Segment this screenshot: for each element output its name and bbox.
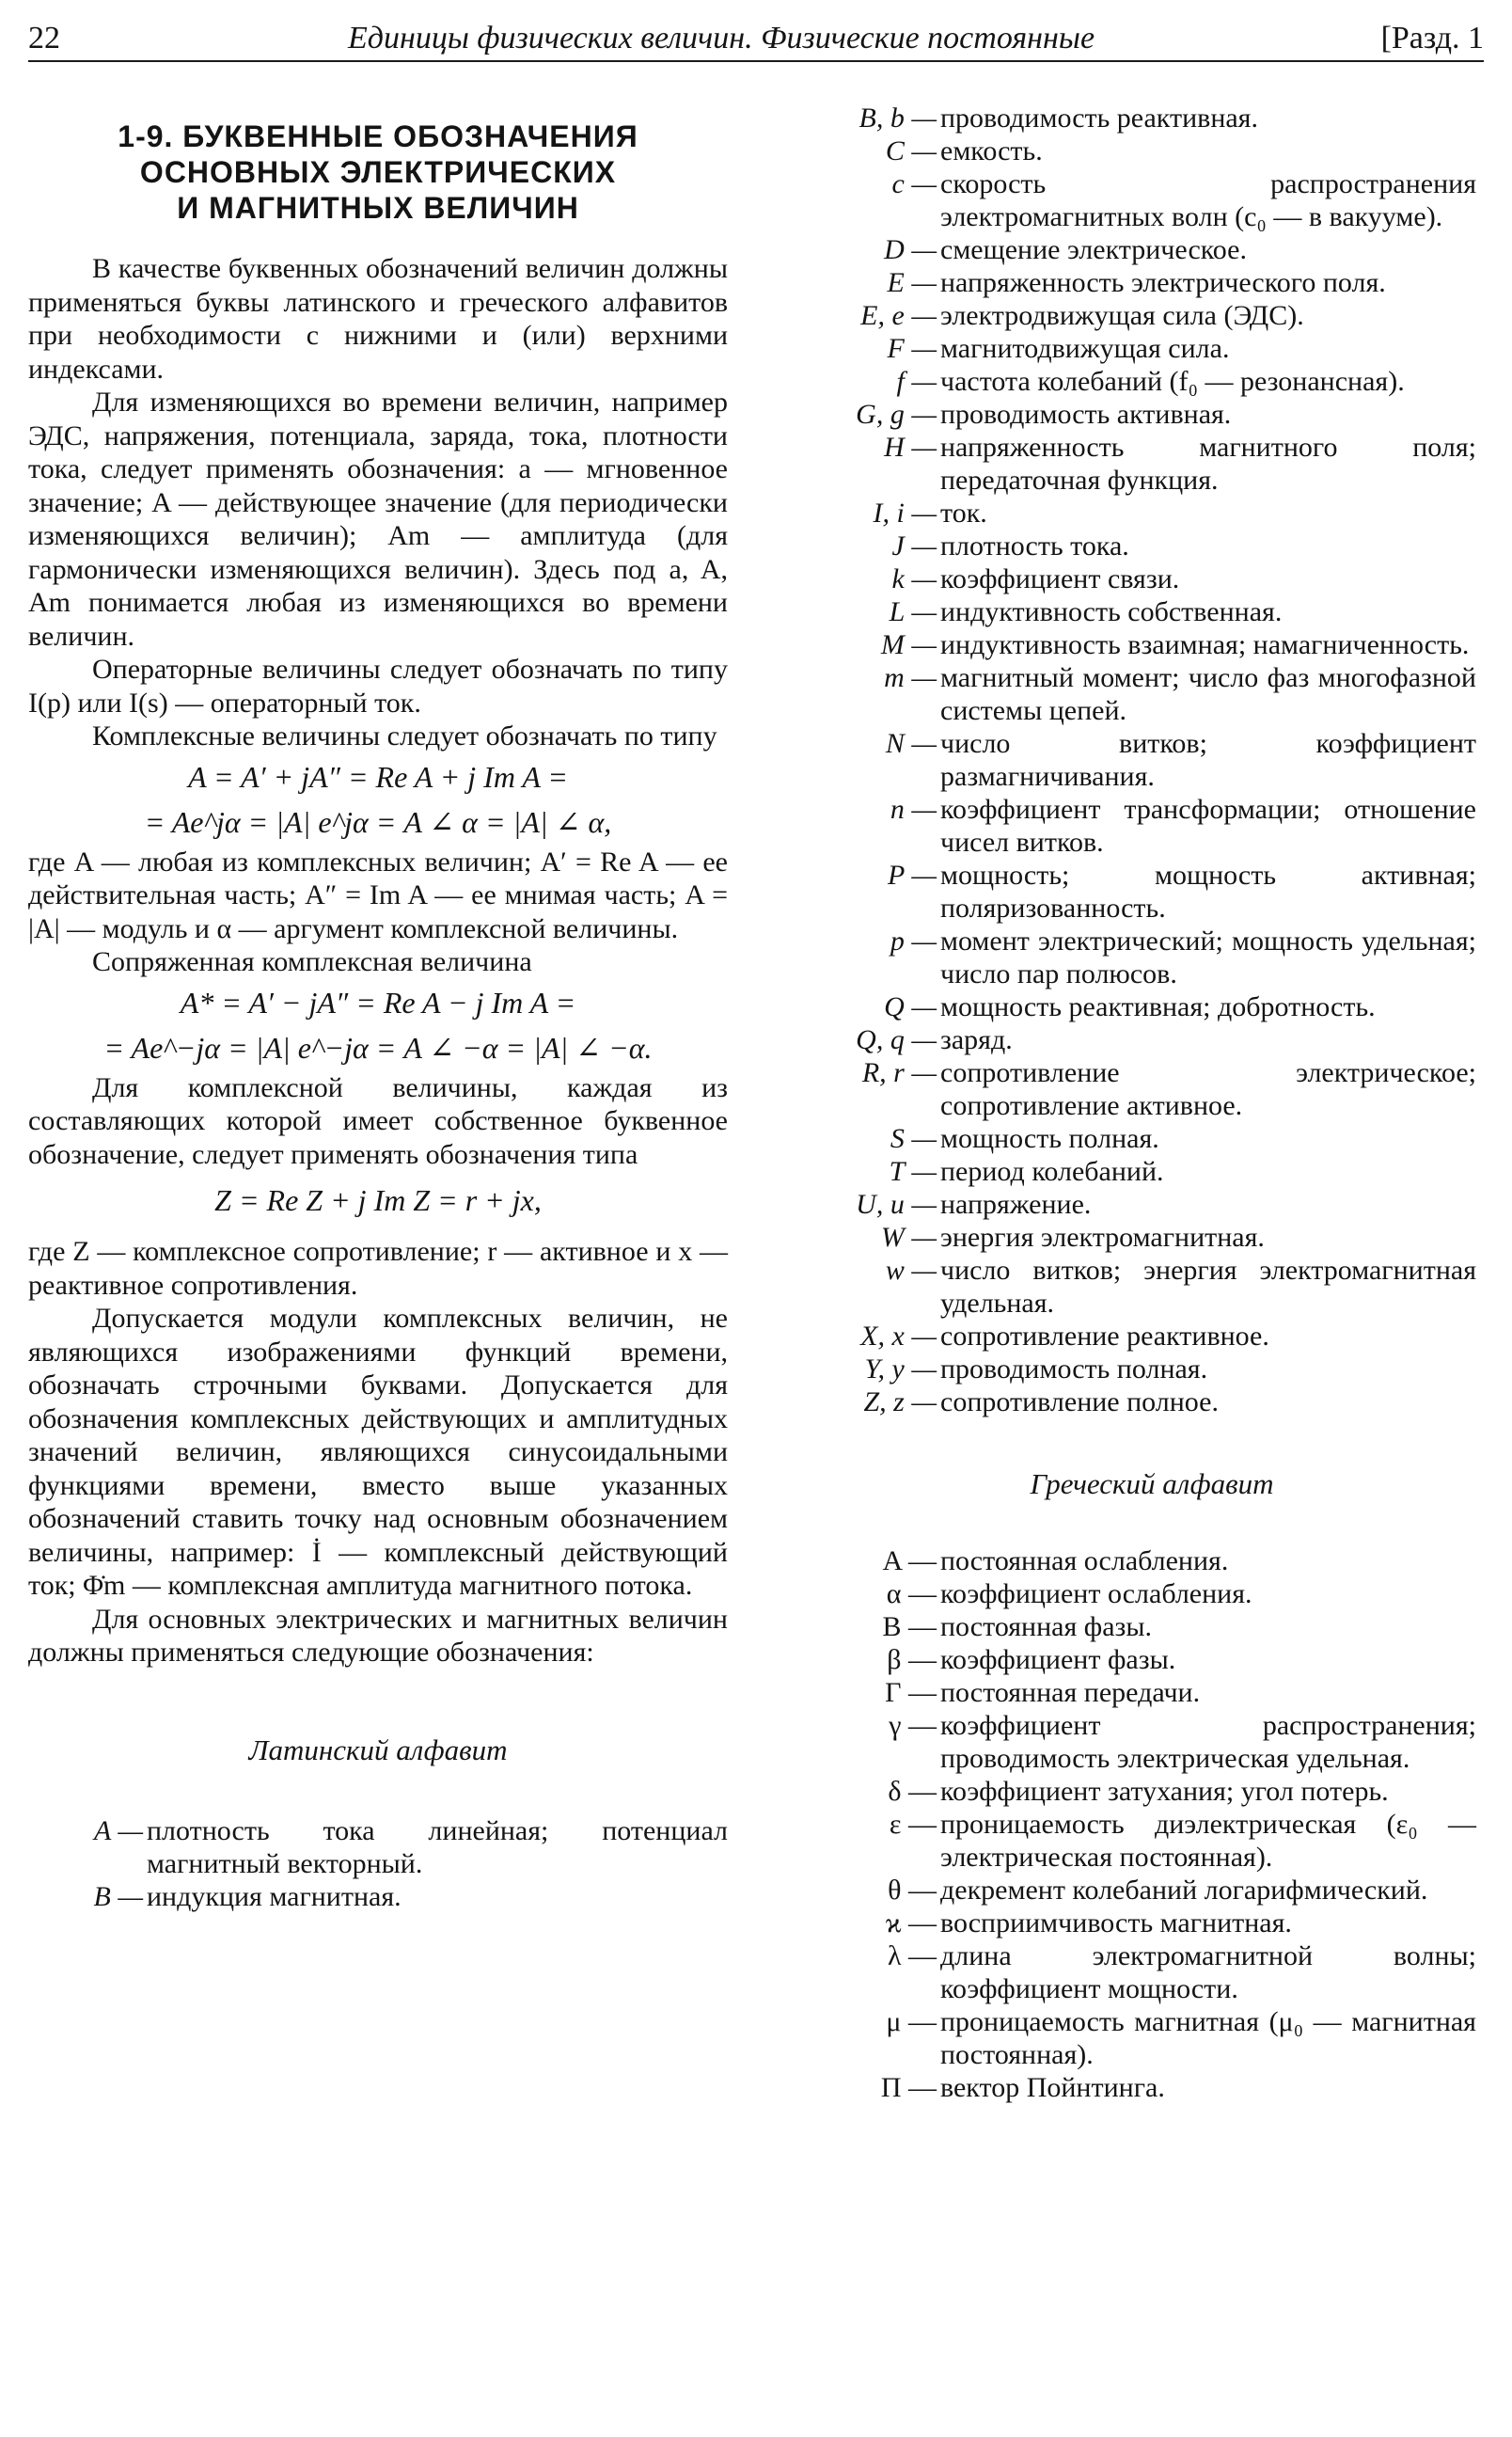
list-item [827,1353,1476,1385]
definition: постоянная ослабления. [940,1545,1229,1576]
list-item [827,1610,1476,1643]
definition: длина электромагнитной волны; коэффициент мощности. [940,1940,1476,2004]
list-item [827,1643,1476,1676]
list-item [827,1577,1476,1610]
symbol: μ — [886,2006,937,2037]
symbol: β — [887,1644,937,1675]
definition: сопротивление электрическое; сопротивление активное. [940,1057,1476,1121]
symbol: ϰ — [885,1907,937,1939]
symbol: J — [891,530,937,562]
symbol: D — [884,234,937,265]
running-header [28,17,1484,62]
definition: индуктивность собственная. [940,596,1283,627]
paragraph-conjugate: Сопряженная комплексная величина [92,946,532,977]
list-item [827,1939,1476,2005]
page-number: 22 [28,21,60,55]
list-item [827,1122,1476,1155]
symbol: B — [93,1880,143,1912]
definition: электродвижущая сила (ЭДС). [940,300,1304,331]
list-item [827,365,1476,398]
list-item [827,628,1476,661]
definition: проницаемость диэлектрическая (ε₀ — электрическая постоянная). [940,1809,1476,1873]
definition: емкость. [940,135,1043,166]
definition: проницаемость магнитная (μ₀ — магнитная постоянная). [940,2006,1476,2070]
list-item [827,1188,1476,1221]
list-item [827,1808,1476,1874]
list-item [827,859,1476,925]
list-item [827,727,1476,793]
symbol: U, u — [856,1189,937,1220]
symbol: α — [886,1578,937,1609]
symbol: G, g — [856,399,937,430]
left-column [28,102,728,2437]
definition: индуктивность взаимная; намагниченность. [940,629,1470,660]
definition: плотность тока. [940,530,1129,562]
symbol: m — [884,662,937,693]
formula-complex-1: A = A′ + jA″ = Re A + j Im A = [188,759,568,794]
symbol: P — [888,860,937,891]
symbol: n — [890,794,937,825]
list-item [827,398,1476,431]
symbol: F — [887,333,937,364]
section-title-line-3: И МАГНИТНЫХ ВЕЛИЧИН [177,191,579,225]
paragraph-operator: Операторные величины следует обозначать по типу I(p) или I(s) — операторный ток. [28,654,728,719]
symbol: Q — [884,991,937,1022]
symbol: N — [885,728,937,759]
symbol: T — [889,1156,937,1187]
list-item [827,562,1476,595]
greek-list [827,1544,1476,2104]
list-item [827,1320,1476,1353]
paragraph-letter-symbols: В качестве буквенных обозначений величин должны применяться буквы латинского и греческого алфавитов при необходимости с нижними и (или) верхними индексами. [28,253,728,385]
paragraph-time-varying: Для изменяющихся во времени величин, например ЭДС, напряжения, потенциала, заряда, тока, плотности тока, следует применять обозначения: a — мгновенное значение; A — действующее значение (для периодически изменяющихся величин); Am — амплитуда (для гармонически изменяющихся величин). Здесь под a, A, Am понимается любая из изменяющихся во времени величин. [28,387,728,652]
list-item [28,1880,728,1913]
definition: постоянная передачи. [940,1677,1201,1708]
list-item [827,661,1476,727]
symbol: H — [884,432,937,463]
list-item [827,793,1476,859]
list-item [827,1775,1476,1808]
running-title: Единицы физических величин. Физические постоянные [348,21,1095,55]
symbol: p — [890,926,937,957]
definition: коэффициент ослабления. [940,1578,1252,1609]
symbol: Α — [882,1545,937,1576]
symbol: I, i — [873,498,937,529]
definition: ток. [940,498,987,529]
formula-complex-2: = Ae^jα = |A| e^jα = A ∠ α = |A| ∠ α, [144,804,612,839]
list-item [827,1221,1476,1254]
definition: энергия электромагнитная. [940,1222,1265,1253]
definition: магнитодвижущая сила. [940,333,1230,364]
symbol: γ — [889,1710,937,1741]
definition: коэффициент затухания; угол потерь. [940,1776,1389,1807]
paragraph-complex: Комплексные величины следует обозначать по типу [92,720,717,752]
definition: коэффициент трансформации; отношение чисел витков. [940,794,1476,858]
definition: скорость распространения электромагнитных волн (c₀ — в вакууме). [940,168,1476,232]
definition: плотность тока линейная; потенциал магнитный векторный. [147,1814,728,1879]
definition: коэффициент фазы. [940,1644,1176,1675]
list-item [827,2005,1476,2071]
symbol: k — [891,563,937,594]
formula-conjugate-1: A* = A′ − jA″ = Re A − j Im A = [180,985,576,1020]
greek-alphabet-heading: Греческий алфавит [1030,1467,1274,1500]
definition: частота колебаний (f₀ — резонансная). [940,366,1405,397]
list-item [827,135,1476,167]
definition: число витков; коэффициент размагничивания. [940,728,1476,792]
list-item [827,1907,1476,1939]
list-item [28,1814,728,1880]
definition: постоянная фазы. [940,1611,1153,1642]
list-item [827,102,1476,135]
definition: индукция магнитная. [147,1880,402,1912]
symbol: R, r — [861,1057,937,1088]
list-item [827,497,1476,530]
definition: проводимость активная. [940,399,1232,430]
list-item [827,1709,1476,1775]
list-item [827,530,1476,562]
list-item [827,1023,1476,1056]
definition: сопротивление полное. [940,1386,1219,1417]
section-title [28,119,728,226]
definition: напряжение. [940,1189,1092,1220]
symbol: X, x — [860,1321,937,1352]
list-item [827,1676,1476,1709]
symbol: ε — [889,1809,937,1840]
definition: вектор Пойнтинга. [940,2072,1165,2103]
symbol: Γ — [885,1677,937,1708]
definition: число витков; энергия электромагнитная удельная. [940,1255,1476,1319]
definition: мощность реактивная; добротность. [940,991,1376,1022]
definition: проводимость полная. [940,1353,1208,1385]
paragraph-modules: Допускается модули комплексных величин, не являющихся изображениями функций времени, обозначать строчными буквами. Допускается для обозначения комплексных действующих и амплитудных значений величин, являющихся синусоидальными функциями времени, вместо выше указанных обозначений ставить точку над основным обозначением величины, например: İ — комплексный действующий ток; Φ̇m — комплексная амплитуда магнитного потока. [28,1303,728,1601]
definition: мощность полная. [940,1123,1159,1154]
section-marker: [Разд. 1 [1380,21,1484,55]
list-item [827,1385,1476,1418]
definition: смещение электрическое. [940,234,1247,265]
definition: период колебаний. [940,1156,1164,1187]
symbol: M — [880,629,937,660]
symbol: θ — [888,1875,937,1906]
list-item [827,595,1476,628]
symbol: λ — [887,1940,937,1971]
symbol: w — [885,1255,937,1286]
list-item [827,299,1476,332]
list-item [827,1874,1476,1907]
symbol: S — [890,1123,937,1154]
definition: восприимчивость магнитная. [940,1907,1292,1939]
paragraph-impedance: где Z — комплексное сопротивление; r — активное и x — реактивное сопротивления. [28,1236,728,1301]
list-item [827,990,1476,1023]
paragraph-components: Для комплексной величины, каждая из составляющих которой имеет собственное буквенное обозначение, следует применять обозначения типа [28,1071,728,1170]
definition: напряженность магнитного поля; передаточная функция. [940,432,1476,496]
symbol: C — [885,135,937,166]
list-item [827,233,1476,266]
definition: заряд. [940,1024,1013,1055]
latin-list-left [28,1814,728,1913]
symbol: Y, y — [864,1353,937,1385]
definition: напряженность электрического поля. [940,267,1386,298]
list-item [827,2071,1476,2104]
section-title-line-2: ОСНОВНЫХ ЭЛЕКТРИЧЕСКИХ [139,155,617,189]
list-item [827,925,1476,990]
definition: магнитный момент; число фаз многофазной системы цепей. [940,662,1476,726]
latin-list-right [827,102,1476,1418]
list-item [827,1544,1476,1577]
definition: коэффициент распространения; проводимость электрическая удельная. [940,1710,1476,1774]
symbol: W — [880,1222,937,1253]
section-title-line-1: 1-9. БУКВЕННЫЕ ОБОЗНАЧЕНИЯ [118,119,638,153]
symbol: Β — [882,1611,937,1642]
paragraph-complex-parts: где A — любая из комплексных величин; A′ = Re A — ее действительная часть; A″ = Im A — ее мнимая часть; A = |A| — модуль и α — аргумент комплексной величины. [28,846,728,944]
list-item [827,266,1476,299]
symbol: Q, q — [856,1024,937,1055]
symbol: E, e — [860,300,937,331]
symbol: A — [94,1814,143,1846]
paragraph-designations: Для основных электрических и магнитных величин должны применяться следующие обозначения: [28,1603,728,1668]
symbol: E — [887,267,937,298]
list-item [827,431,1476,497]
definition: коэффициент связи. [940,563,1180,594]
formula-conjugate-2: = Ae^−jα = |A| e^−jα = A ∠ −α = |A| ∠ −α. [103,1030,653,1065]
list-item [827,1155,1476,1188]
symbol: Π — [880,2072,937,2103]
definition: сопротивление реактивное. [940,1321,1269,1352]
list-item [827,1056,1476,1122]
symbol: L — [889,596,937,627]
symbol: c — [891,168,937,199]
list-item [827,1254,1476,1320]
definition: декремент колебаний логарифмический. [940,1875,1428,1906]
list-item [827,167,1476,233]
symbol: B, b — [858,103,937,134]
formula-impedance: Z = Re Z + j Im Z = r + jx, [214,1183,542,1217]
definition: момент электрический; мощность удельная; число пар полюсов. [940,926,1476,989]
list-item [827,332,1476,365]
definition: проводимость реактивная. [940,103,1258,134]
definition: мощность; мощность активная; поляризованность. [940,860,1476,924]
symbol: f — [896,366,937,397]
right-column [827,102,1476,2437]
symbol: Z, z — [863,1386,937,1417]
symbol: δ — [888,1776,937,1807]
latin-alphabet-heading: Латинский алфавит [248,1733,508,1766]
